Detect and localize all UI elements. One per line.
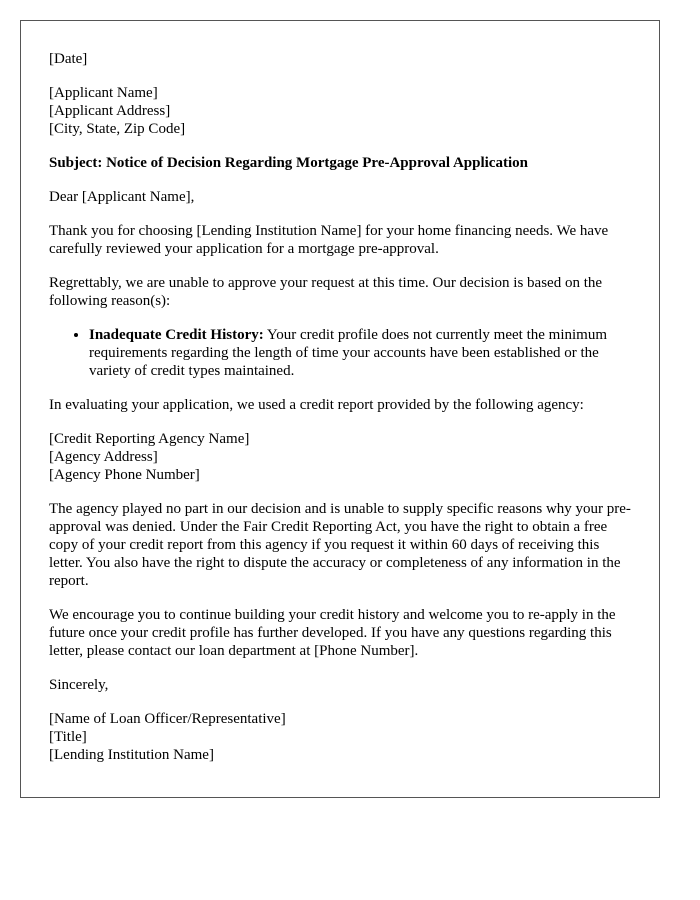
reason-title: Inadequate Credit History: bbox=[89, 327, 264, 343]
reason-item bbox=[89, 326, 631, 380]
paragraph-credit-report: In evaluating your application, we used a credit report provided by the following agency: bbox=[49, 397, 584, 413]
paragraph-rights: The agency played no part in our decision and is unable to supply specific reasons why your pre-approval was denied. Under the Fair Credit Reporting Act, you have the right to obtain a free copy of your credit report from this agency if you request it within 60 days of receiving this letter. You also have the right to dispute the accuracy or completeness of any information in the report. bbox=[49, 501, 631, 589]
subject-line: Subject: Notice of Decision Regarding Mortgage Pre-Approval Application bbox=[49, 155, 528, 171]
signature-institution: [Lending Institution Name] bbox=[49, 747, 214, 763]
agency-name: [Credit Reporting Agency Name] bbox=[49, 431, 250, 447]
paragraph-encouragement: We encourage you to continue building your credit history and welcome you to re-apply in the future once your credit profile has further developed. If you have any questions regarding this letter, please contact our loan department at [Phone Number]. bbox=[49, 607, 616, 659]
signature-title: [Title] bbox=[49, 729, 87, 745]
recipient-address-block bbox=[49, 84, 631, 138]
paragraph-decision: Regrettably, we are unable to approve your request at this time. Our decision is based on the following reason(s): bbox=[49, 275, 603, 309]
closing: Sincerely, bbox=[49, 677, 109, 693]
agency-phone: [Agency Phone Number] bbox=[49, 467, 200, 483]
paragraph-intro: Thank you for choosing [Lending Institution Name] for your home financing needs. We have carefully reviewed your application for a mortgage pre-approval. bbox=[49, 223, 609, 257]
reason-text: Your credit profile does not currently meet the minimum requirements regarding the length of time your accounts have been established or the variety of credit types maintained. bbox=[89, 327, 607, 379]
signature-block bbox=[49, 710, 631, 764]
recipient-name: [Applicant Name] bbox=[49, 85, 158, 101]
letter-document bbox=[20, 20, 660, 798]
reasons-list bbox=[49, 326, 631, 380]
agency-address: [Agency Address] bbox=[49, 449, 158, 465]
recipient-city-state-zip: [City, State, Zip Code] bbox=[49, 121, 186, 137]
recipient-address: [Applicant Address] bbox=[49, 103, 171, 119]
letter-date: [Date] bbox=[49, 51, 88, 67]
agency-address-block bbox=[49, 430, 631, 484]
date-block bbox=[49, 50, 631, 68]
signature-name: [Name of Loan Officer/Representative] bbox=[49, 711, 286, 727]
salutation: Dear [Applicant Name], bbox=[49, 189, 195, 205]
